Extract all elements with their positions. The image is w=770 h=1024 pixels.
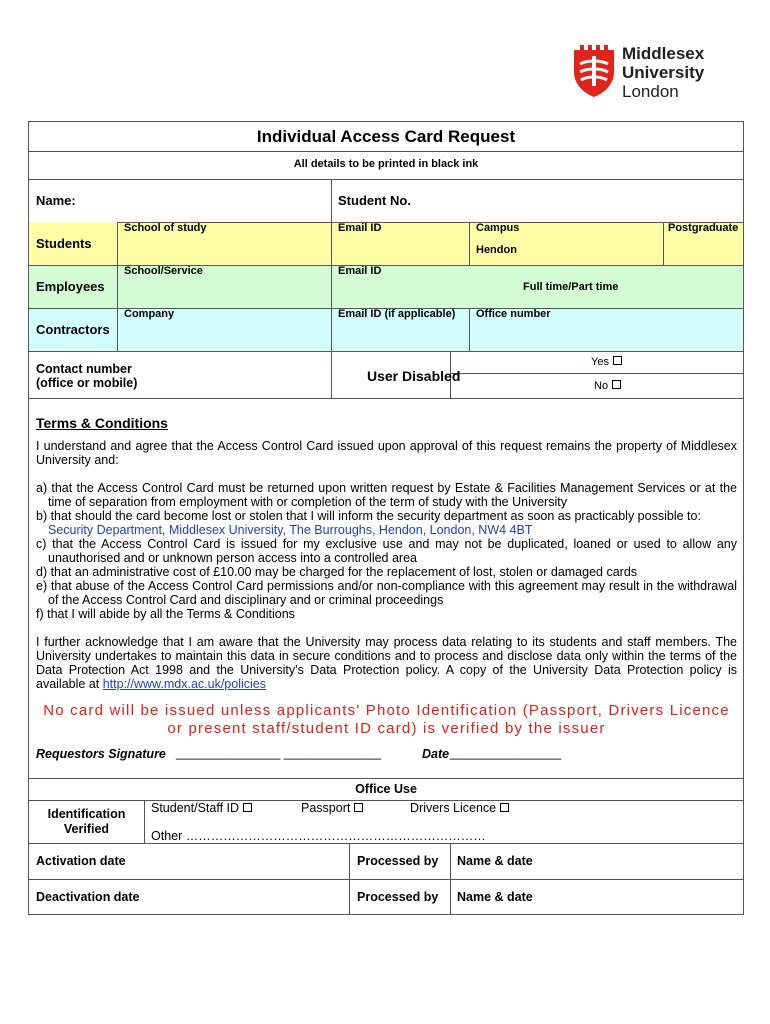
school-of-study-label: School of study <box>124 222 207 234</box>
form-subtitle: All details to be printed in black ink <box>293 158 479 170</box>
deactivation-name-date-label: Name & date <box>457 890 533 904</box>
term-f: f) that I will abide by all the Terms & Conditions <box>36 607 295 621</box>
office-use-heading: Office Use <box>355 782 417 796</box>
activation-date-label: Activation date <box>36 854 126 868</box>
campus-label: Campus <box>476 222 520 234</box>
postgraduate-label: Postgraduate <box>668 222 739 234</box>
signature-label: Requestors Signature <box>36 747 166 761</box>
date-label: Date <box>422 747 450 761</box>
term-d: d) that an administrative cost of £10.00 may be charged for the replacement of lost, stolen or damaged cards <box>36 565 638 579</box>
contractors-email-label: Email ID (if applicable) <box>338 308 456 320</box>
date-field[interactable]: ________________ <box>450 746 562 760</box>
passport-option[interactable] <box>301 801 363 815</box>
contractors-label: Contractors <box>36 322 110 337</box>
contact-number-label: Contact number <box>36 362 132 376</box>
passport-checkbox[interactable] <box>354 803 363 812</box>
yes-label: Yes <box>591 356 609 368</box>
terms-heading: Terms & Conditions <box>36 415 168 431</box>
other-field[interactable]: Other ……………………………………………………………… <box>151 829 486 843</box>
student-staff-id-option[interactable] <box>151 801 252 815</box>
id-verified-line-1: Identification <box>47 807 126 821</box>
activation-name-date-label: Name & date <box>457 854 533 868</box>
term-c: c) that the Access Control Card is issued for my exclusive use and may not be duplicated, loaned or used to allow any unauthorised and or unknown person access into a controlled area <box>36 537 737 565</box>
security-address: Security Department, Middlesex University, The Burroughs, Hendon, London, NW4 4BT <box>48 523 533 537</box>
drivers-licence-label: Drivers Licence <box>410 801 497 815</box>
yes-checkbox[interactable] <box>613 356 622 365</box>
university-logo <box>572 44 722 100</box>
logo-line-2: University <box>622 63 705 82</box>
drivers-licence-checkbox[interactable] <box>500 803 509 812</box>
identification-verified-label <box>29 807 144 837</box>
no-checkbox[interactable] <box>612 380 621 389</box>
user-disabled-label: User Disabled <box>367 368 461 384</box>
campus-value: Hendon <box>476 244 517 256</box>
students-label: Students <box>36 236 92 251</box>
employees-email-label: Email ID <box>338 265 382 277</box>
contact-number-sublabel: (office or mobile) <box>36 376 138 390</box>
term-e: e) that abuse of the Access Control Card permissions and/or non-compliance with this agreement may result in the withdrawal of the Access Control Card and disciplinary and or criminal proceedings <box>36 579 737 607</box>
student-staff-id-checkbox[interactable] <box>243 803 252 812</box>
policy-link[interactable]: http://www.mdx.ac.uk/policies <box>102 677 266 691</box>
terms-intro: I understand and agree that the Access Control Card issued upon approval of this request remains the property of Middlesex University and: <box>36 439 737 467</box>
employees-label: Employees <box>36 279 105 294</box>
company-label: Company <box>124 308 175 320</box>
terms-body <box>36 439 737 691</box>
acknowledgement-text: I further acknowledge that I am aware that the University may process data relating to its students and staff members. The University undertakes to maintain this data in secure conditions and to process and disclose data only within the terms of the Data Protection Act 1998 and the University’s Data Protection policy. A copy of the University Data Protection policy is available at <box>36 635 737 691</box>
acknowledgement <box>36 635 737 691</box>
students-email-label: Email ID <box>338 222 382 234</box>
signature-field[interactable]: _______________ ______________ <box>176 746 382 760</box>
school-service-label: School/Service <box>124 265 203 277</box>
deactivation-processed-by-label: Processed by <box>357 890 439 904</box>
student-no-label: Student No. <box>338 193 411 208</box>
passport-label: Passport <box>301 801 351 815</box>
id-verified-line-2: Verified <box>63 822 110 836</box>
office-number-label: Office number <box>476 308 551 320</box>
activation-processed-by-label: Processed by <box>357 854 439 868</box>
yes-option[interactable] <box>591 356 622 368</box>
form-title: Individual Access Card Request <box>256 127 516 146</box>
name-label: Name: <box>36 193 76 208</box>
logo-line-1: Middlesex <box>622 44 705 63</box>
term-b: b) that should the card become lost or stolen that I will inform the security department as soon as practicably possible to: <box>36 509 701 523</box>
no-label: No <box>594 380 609 392</box>
term-a: a) that the Access Control Card must be returned upon written request by Estate & Facilities Management Services or at the time of separation from employment with or completion of the term of study with the University <box>36 481 737 509</box>
deactivation-date-label: Deactivation date <box>36 890 140 904</box>
crest-icon <box>572 44 616 98</box>
no-option[interactable] <box>594 380 621 392</box>
drivers-licence-option[interactable] <box>410 801 509 815</box>
fulltime-parttime-label: Full time/Part time <box>523 281 619 293</box>
student-staff-id-label: Student/Staff ID <box>151 801 240 815</box>
photo-id-notice: No card will be issued unless applicants' Photo Identification (Passport, Drivers Licence or present staff/student ID card) is verified by the issuer <box>43 702 730 737</box>
logo-line-3: London <box>622 82 679 101</box>
